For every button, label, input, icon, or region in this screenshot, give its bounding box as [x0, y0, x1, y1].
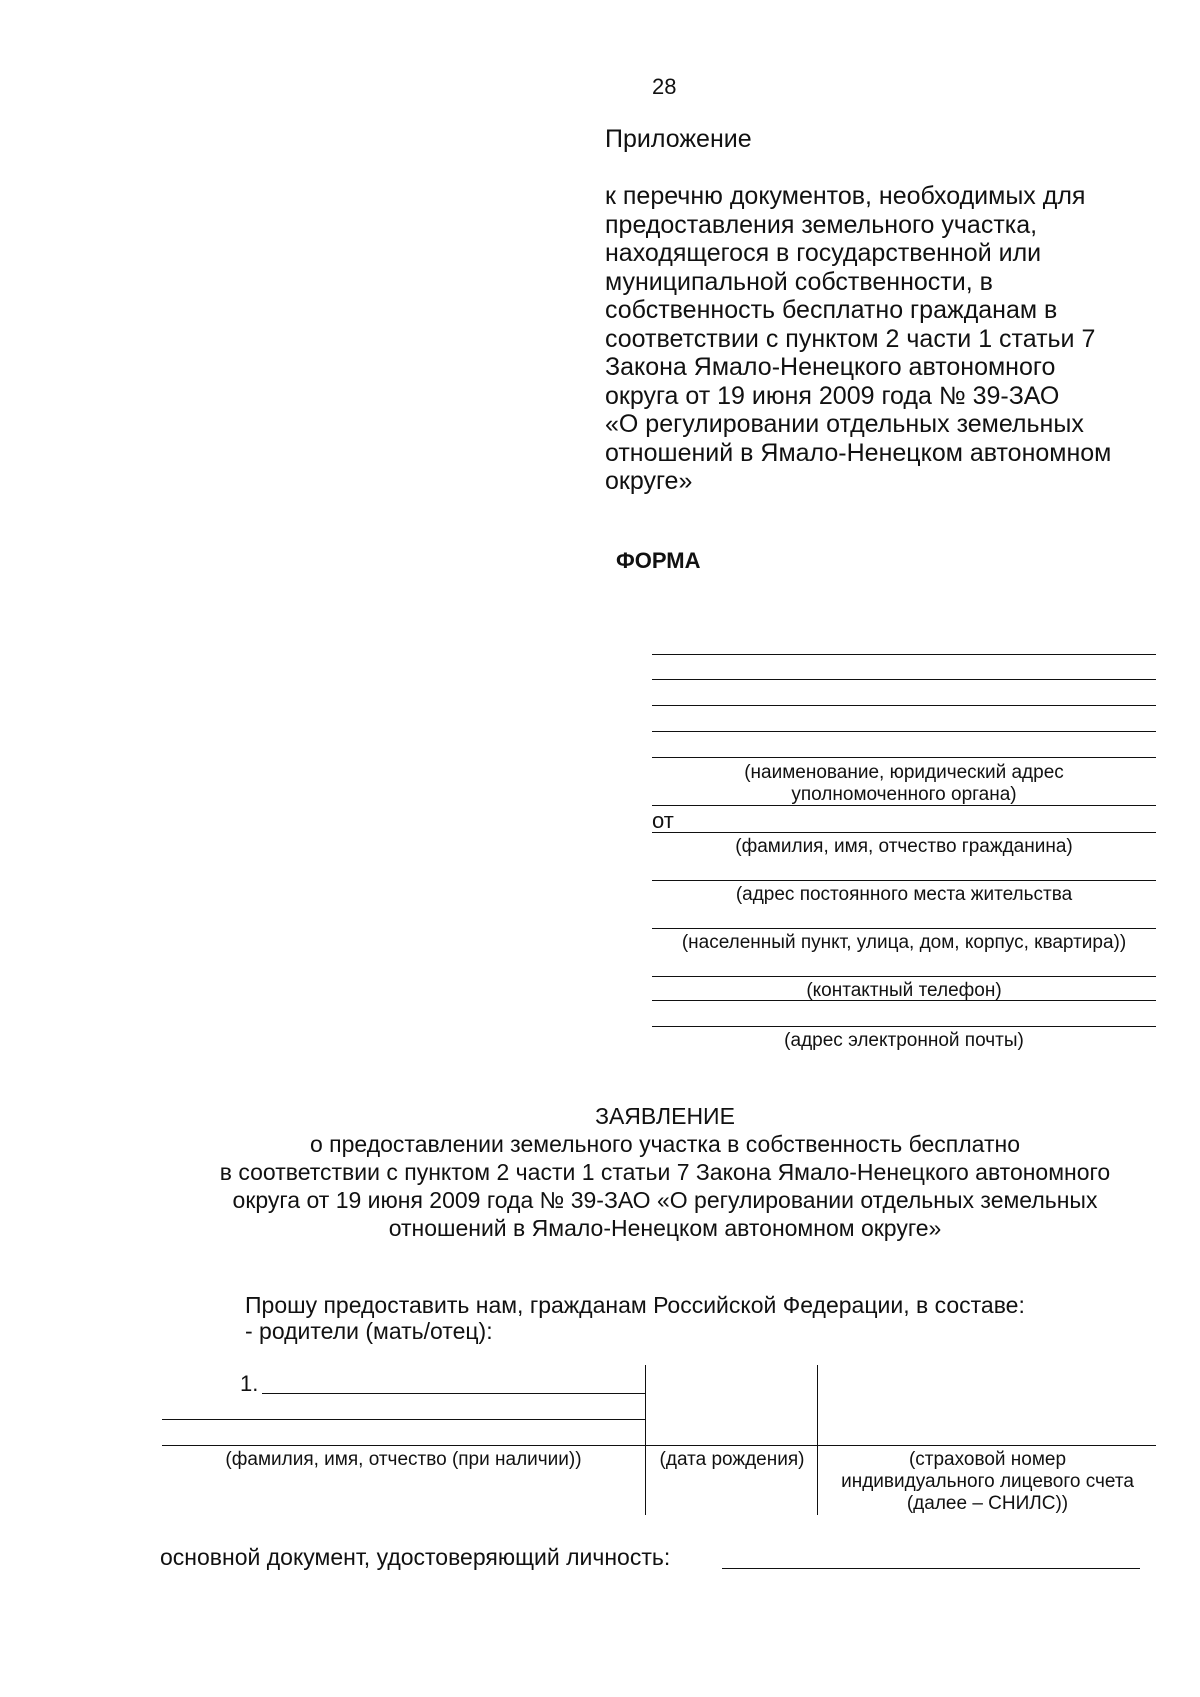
row-number: 1.	[240, 1371, 259, 1396]
statement-line: о предоставлении земельного участка в собственность бесплатно	[310, 1131, 1020, 1157]
appendix-line: округа от 19 июня 2009 года № 39-ЗАО	[605, 381, 1060, 410]
email-field-line[interactable]	[652, 1026, 1156, 1027]
phone-field-line[interactable]	[652, 976, 1156, 977]
appendix-line: муниципальной собственности, в	[605, 267, 993, 296]
form-label: ФОРМА	[616, 548, 701, 573]
page-number: 28	[652, 74, 677, 99]
appendix-line: к перечню документов, необходимых для	[605, 182, 1086, 210]
authority-caption-underline	[652, 805, 1156, 806]
authority-field-line[interactable]	[652, 705, 1156, 706]
request-text	[245, 1292, 1025, 1344]
table-column-divider	[645, 1365, 646, 1515]
locality-field-line[interactable]	[652, 928, 1156, 929]
statement-line: в соответствии с пунктом 2 части 1 статьи 7 Закона Ямало-Ненецкого автономного	[219, 1159, 1111, 1185]
appendix-line: находящегося в государственной или	[605, 239, 1042, 267]
authority-field-line[interactable]	[652, 679, 1156, 680]
locality-caption: (населенный пункт, улица, дом, корпус, квартира))	[681, 932, 1127, 953]
from-label: от	[652, 808, 674, 833]
col-name-caption: (фамилия, имя, отчество (при наличии))	[225, 1449, 582, 1470]
statement-line: округа от 19 июня 2009 года № 39-ЗАО «О регулировании отдельных земельных	[232, 1187, 1098, 1213]
statement-title: ЗАЯВЛЕНИЕ	[595, 1103, 735, 1129]
authority-field-line[interactable]	[652, 757, 1156, 758]
email-caption: (адрес электронной почты)	[784, 1030, 1024, 1051]
statement-subtitle	[0, 1130, 1200, 1242]
id-document-field-line[interactable]	[722, 1568, 1140, 1569]
request-line: - родители (мать/отец):	[245, 1318, 493, 1344]
appendix-line: Закона Ямало-Ненецкого автономного	[605, 353, 1056, 381]
authority-field-line[interactable]	[652, 654, 1156, 655]
authority-caption: уполномоченного органа)	[791, 784, 1017, 805]
table-caption-line	[162, 1445, 1156, 1446]
appendix-description	[605, 182, 1165, 496]
authority-caption: (наименование, юридический адрес	[744, 762, 1064, 783]
authority-field-line[interactable]	[652, 731, 1156, 732]
citizen-name-caption: (фамилия, имя, отчество гражданина)	[735, 836, 1073, 857]
parent-name-field-line[interactable]	[262, 1393, 645, 1394]
appendix-line: округе»	[605, 467, 693, 495]
appendix-line: «О регулировании отдельных земельных	[605, 410, 1084, 438]
col-snils-caption: индивидуального лицевого счета	[841, 1471, 1134, 1492]
appendix-line: собственность бесплатно гражданам в	[605, 296, 1058, 324]
appendix-title: Приложение	[605, 125, 752, 153]
col-snils-caption: (страховой номер	[908, 1449, 1067, 1470]
address-field-line[interactable]	[652, 880, 1156, 881]
parent-name-field-line[interactable]	[162, 1419, 645, 1420]
phone-caption-underline	[652, 1000, 1156, 1001]
appendix-line: отношений в Ямало-Ненецком автономном	[605, 438, 1112, 467]
appendix-line: соответствии с пунктом 2 части 1 статьи 7	[605, 324, 1096, 353]
col-birth-caption: (дата рождения)	[659, 1449, 805, 1470]
citizen-name-field-line[interactable]	[652, 832, 1156, 833]
table-column-divider	[817, 1365, 818, 1515]
appendix-line: предоставления земельного участка,	[605, 210, 1038, 239]
id-document-label: основной документ, удостоверяющий личность:	[160, 1544, 671, 1570]
statement-line: отношений в Ямало-Ненецком автономном округе»	[388, 1215, 942, 1241]
request-line: Прошу предоставить нам, гражданам Российской Федерации, в составе:	[245, 1292, 1025, 1318]
col-snils-caption: (далее – СНИЛС))	[906, 1493, 1069, 1514]
address-caption: (адрес постоянного места жительства	[735, 884, 1073, 905]
phone-caption: (контактный телефон)	[806, 980, 1002, 1001]
